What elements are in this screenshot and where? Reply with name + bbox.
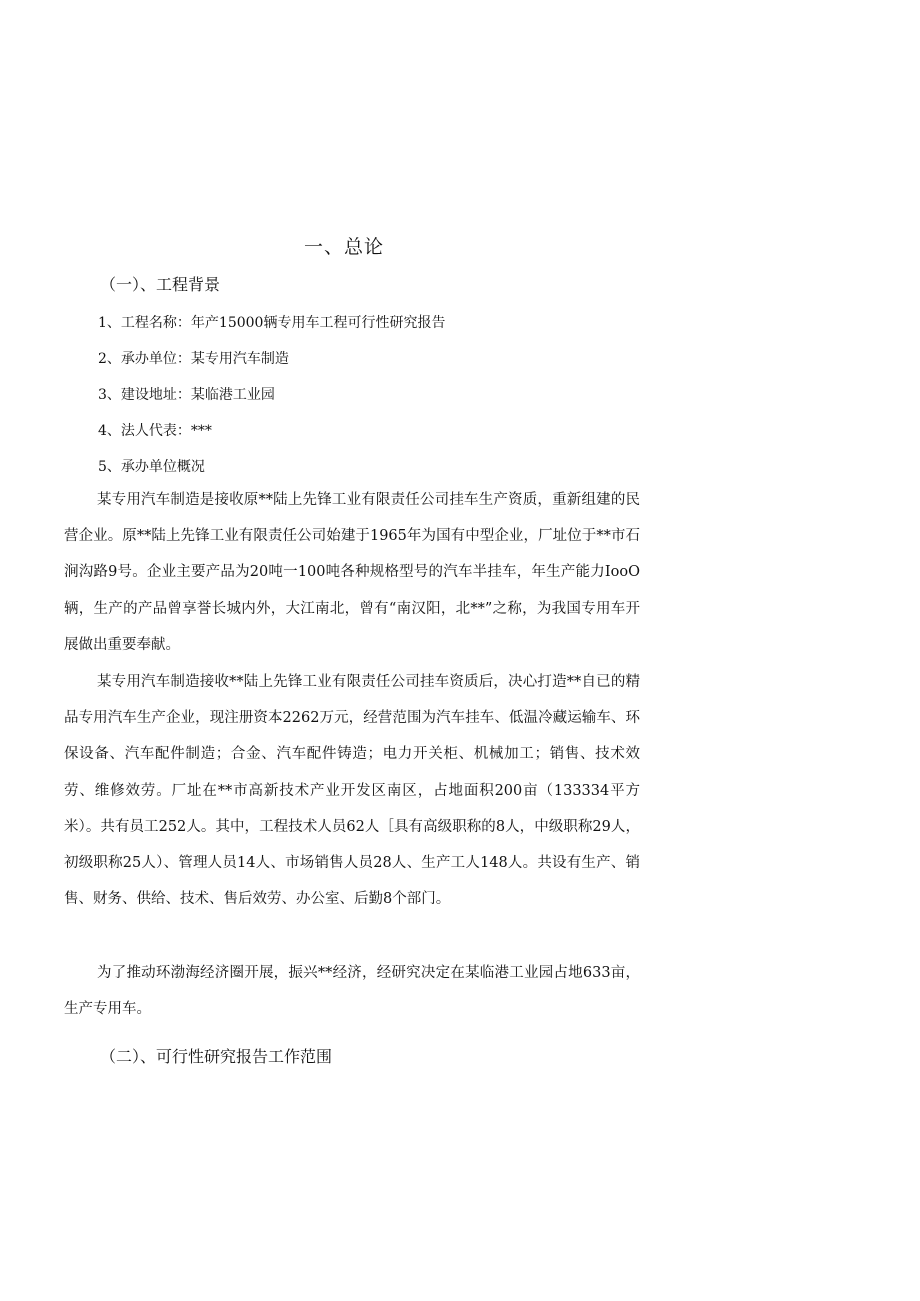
paragraph-company-history: 某专用汽车制造是接收原**陆上先锋工业有限责任公司挂车生产资质，重新组建的民营企业。原**陆上先锋工业有限责任公司始建于1965年为国有中型企业，厂址位于**市石涧沟路9号。企业主要产品为20吨一100吨各种规格型号的汽车半挂车，年生产能力IooO辆，生产的产品曾享誉长城内外，大江南北，曾有“南汉阳，北**”之称，为我国专用车开展做出重要奉献。 — [64, 492, 640, 653]
chapter-title: 一、总论 — [304, 236, 385, 258]
list-item-project-name: 1、工程名称：年产15000辆专用车工程可行性研究报告 — [98, 315, 446, 331]
list-item-undertaking-unit: 2、承办单位：某专用汽车制造 — [98, 351, 289, 367]
list-item-legal-representative: 4、法人代表：*** — [98, 423, 212, 439]
section-heading-background: （一）、工程背景 — [100, 275, 221, 294]
list-item-unit-overview: 5、承办单位概况 — [98, 459, 205, 475]
paragraph-company-profile: 某专用汽车制造接收**陆上先锋工业有限责任公司挂车资质后，决心打造**自已的精品专用汽车生产企业，现注册资本2262万元，经营范围为汽车挂车、低温冷藏运输车、环保设备、汽车配件制造；合金、汽车配件铸造；电力开关柜、机械加工；销售、技术效劳、维修效劳。厂址在**市高新技术产业开发区南区，占地面积200亩（133334平方米）。共有员工252人。其中，工程技术人员62人［具有高级职称的8人，中级职称29人，初级职称25人）、管理人员14人、市场销售人员28人、生产工人148人。共设有生产、销售、财务、供给、技术、售后效劳、办公室、后勤8个部门。 — [64, 674, 640, 908]
paragraph-project-decision: 为了推动环渤海经济圈开展，振兴**经济，经研究决定在某临港工业园占地633亩，生产专用车。 — [64, 965, 640, 1018]
section-heading-scope: （二）、可行性研究报告工作范围 — [100, 1047, 333, 1066]
list-item-construction-site: 3、建设地址：某临港工业园 — [98, 387, 275, 403]
